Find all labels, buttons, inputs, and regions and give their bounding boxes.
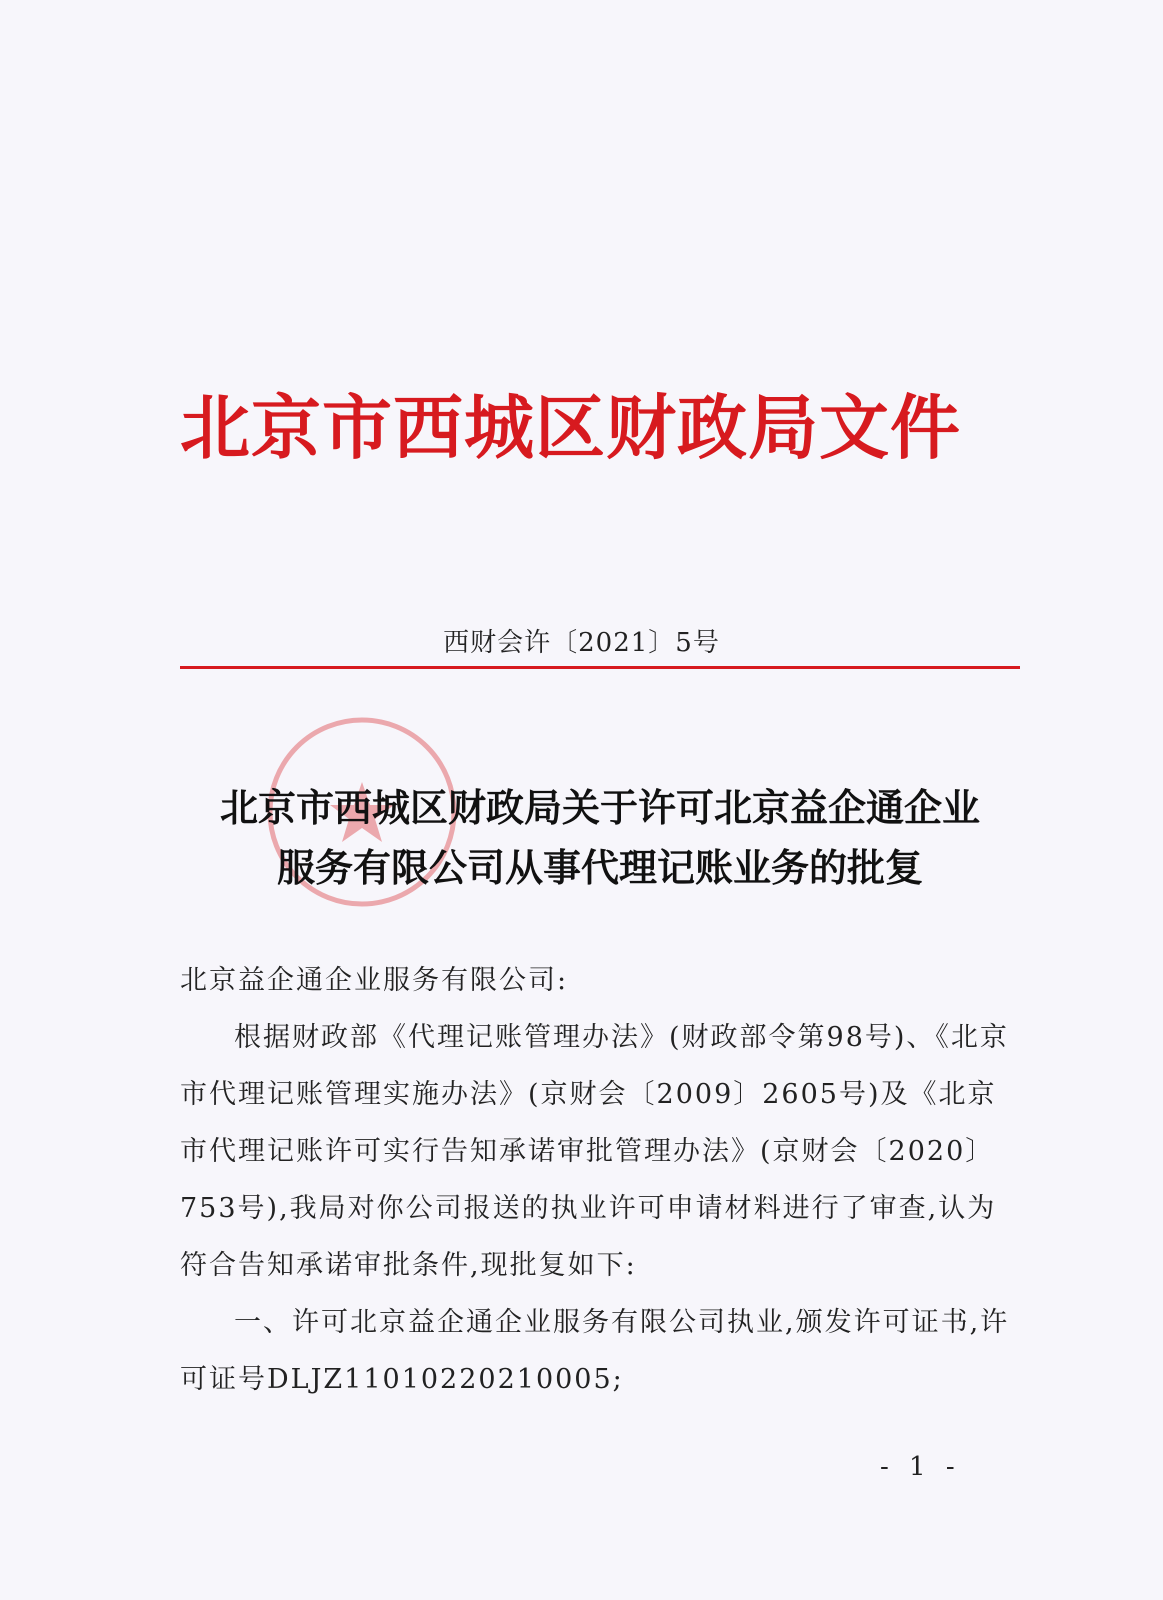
title-line-2: 服务有限公司从事代理记账业务的批复 xyxy=(276,846,923,890)
page-number: - 1 - xyxy=(880,1452,961,1482)
body-paragraph: 根据财政部《代理记账管理办法》(财政部令第98号)、《北京市代理记账管理实施办法》(京财会〔2009〕2605号)及《北京市代理记账许可实行告知承诺审批管理办法》(京财会〔2020〕753号),我局对你公司报送的执业许可申请材料进行了审查,认为符合告知承诺审批条件,现批复如下: xyxy=(180,1022,1009,1281)
issuer-header: 北京市西城区财政局文件 xyxy=(180,387,961,469)
approval-item-1: 一、许可北京益企通企业服务有限公司执业,颁发许可证书,许可证号DLJZ11010220210005; xyxy=(180,1307,1010,1395)
salutation: 北京益企通企业服务有限公司: xyxy=(180,965,569,996)
title-line-1: 北京市西城区财政局关于许可北京益企通企业 xyxy=(219,786,980,830)
document-title xyxy=(180,778,1020,898)
document-number: 西财会许〔2021〕5号 xyxy=(443,628,720,658)
header-divider xyxy=(180,666,1020,669)
document-body xyxy=(180,952,1020,1408)
